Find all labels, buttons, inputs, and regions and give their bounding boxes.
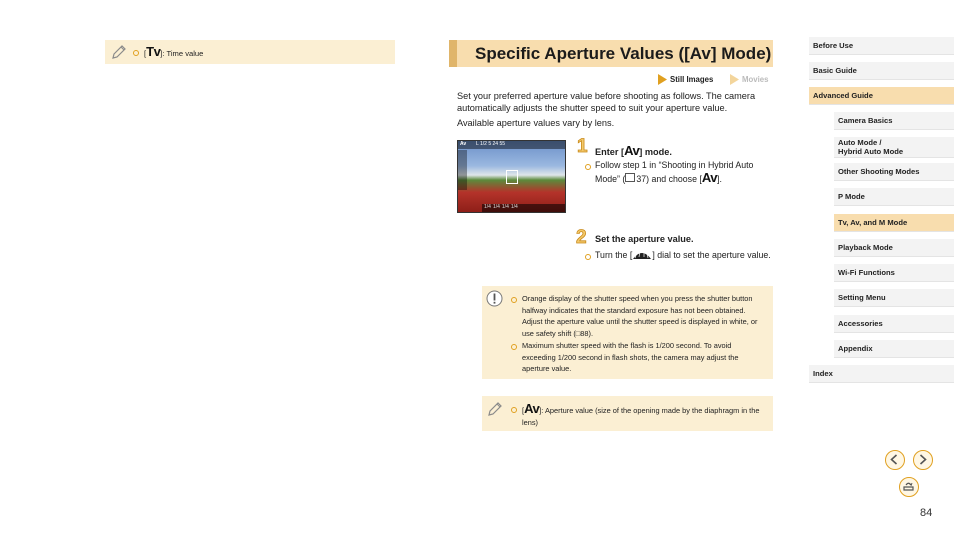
arrow-right-icon xyxy=(914,451,931,468)
caution-item-2: Maximum shutter speed with the flash is 1/200 second. To avoid exceeding 1/200 second in flash shots, the camera may adjust the aperture value. xyxy=(522,341,739,373)
return-icon xyxy=(900,478,917,495)
page-title-bar xyxy=(449,40,773,67)
camera-status-bar xyxy=(458,141,565,149)
bullet-icon xyxy=(585,254,591,260)
sidebar-item-advanced-guide[interactable]: Advanced Guide xyxy=(809,87,954,105)
left-note-text: [Tv]: Time value xyxy=(144,44,204,59)
left-note xyxy=(105,40,395,64)
step-2-heading: Set the aperture value. xyxy=(595,234,694,244)
sidebar-item-setting-menu[interactable]: Setting Menu xyxy=(834,289,954,307)
tv-mode-icon: Tv xyxy=(146,44,161,59)
sidebar-item-basic-guide[interactable]: Basic Guide xyxy=(809,62,954,80)
caution-item-1: Orange display of the shutter speed when you press the shutter button halfway indicates that the standard exposure has not been obtained. Adjust the aperture value until the shutter speed is displayed in white, or use safety shift (□88). xyxy=(522,294,758,338)
camera-mode-label: Av xyxy=(460,141,467,147)
camera-value-3: 1/4 xyxy=(501,204,509,210)
sidebar-item-before-use[interactable]: Before Use xyxy=(809,37,954,55)
pencil-icon xyxy=(486,400,504,418)
sidebar-item-auto-mode[interactable]: Auto Mode / Hybrid Auto Mode xyxy=(834,137,954,158)
previous-page-button[interactable] xyxy=(885,450,905,470)
back-button[interactable] xyxy=(899,477,919,497)
camera-left-icons xyxy=(458,150,467,190)
intro-paragraph: Set your preferred aperture value before shooting as follows. The camera automatically adjusts the shutter speed to suit your aperture value. xyxy=(457,91,756,113)
camera-bottom-bar xyxy=(482,204,566,213)
play-arrow-outline-icon xyxy=(729,74,739,85)
control-dial-icon xyxy=(632,250,652,259)
sidebar-item-other-shooting-modes[interactable]: Other Shooting Modes xyxy=(834,163,954,181)
sidebar-item-appendix[interactable]: Appendix xyxy=(834,340,954,358)
media-tags xyxy=(657,74,777,86)
bullet-icon xyxy=(585,164,591,170)
next-page-button[interactable] xyxy=(913,450,933,470)
step-1-number: 1 xyxy=(577,136,588,157)
sidebar-item-accessories[interactable]: Accessories xyxy=(834,315,954,333)
bullet-icon xyxy=(511,344,517,350)
sidebar-item-index[interactable]: Index xyxy=(809,365,954,383)
page-title: Specific Aperture Values ([Av] Mode) xyxy=(475,44,772,63)
sidebar-item-tv-av-m-mode[interactable]: Tv, Av, and M Mode xyxy=(834,214,954,232)
arrow-left-icon xyxy=(886,451,903,468)
camera-value-4: 1/4 xyxy=(510,204,518,210)
camera-screen-image xyxy=(457,140,566,213)
sidebar-item-camera-basics[interactable]: Camera Basics xyxy=(834,112,954,130)
page-number: 84 xyxy=(920,507,933,519)
book-ref-icon xyxy=(625,173,635,182)
movies-tag: Movies xyxy=(742,75,769,84)
still-images-tag: Still Images xyxy=(670,75,714,84)
step-1-bullet: Follow step 1 in “Shooting in Hybrid Auto Mode” ( 37) and choose [Av]. xyxy=(595,160,754,185)
intro-note: Available aperture values vary by lens. xyxy=(457,118,615,128)
caution-icon xyxy=(486,290,503,307)
av-mode-icon: Av xyxy=(701,169,717,185)
camera-focus-frame xyxy=(506,170,518,184)
play-arrow-icon xyxy=(657,74,667,85)
bullet-icon xyxy=(133,50,139,56)
sidebar-item-playback-mode[interactable]: Playback Mode xyxy=(834,239,954,257)
bottom-note xyxy=(482,396,773,431)
step-2-number: 2 xyxy=(576,227,587,248)
camera-status-text: L 1/2 5 24 55 xyxy=(476,141,506,147)
camera-value-1: 1/4 xyxy=(484,204,491,210)
pencil-icon xyxy=(110,43,128,61)
bottom-note-text: [Av]: Aperture value (size of the opening made by the diaphragm in the lens) xyxy=(522,401,760,427)
sidebar-item-p-mode[interactable]: P Mode xyxy=(834,188,954,206)
step-2-bullet: Turn the [ ] dial to set the aperture value. xyxy=(595,250,771,260)
step-1-heading: Enter [Av] mode. xyxy=(595,143,672,158)
av-mode-icon: Av xyxy=(524,401,540,416)
bullet-icon xyxy=(511,297,517,303)
camera-value-2: 1/4 xyxy=(492,204,500,210)
sidebar-item-wifi-functions[interactable]: Wi-Fi Functions xyxy=(834,264,954,282)
caution-box xyxy=(482,286,773,379)
bullet-icon xyxy=(511,407,517,413)
av-mode-icon: Av xyxy=(624,143,640,158)
